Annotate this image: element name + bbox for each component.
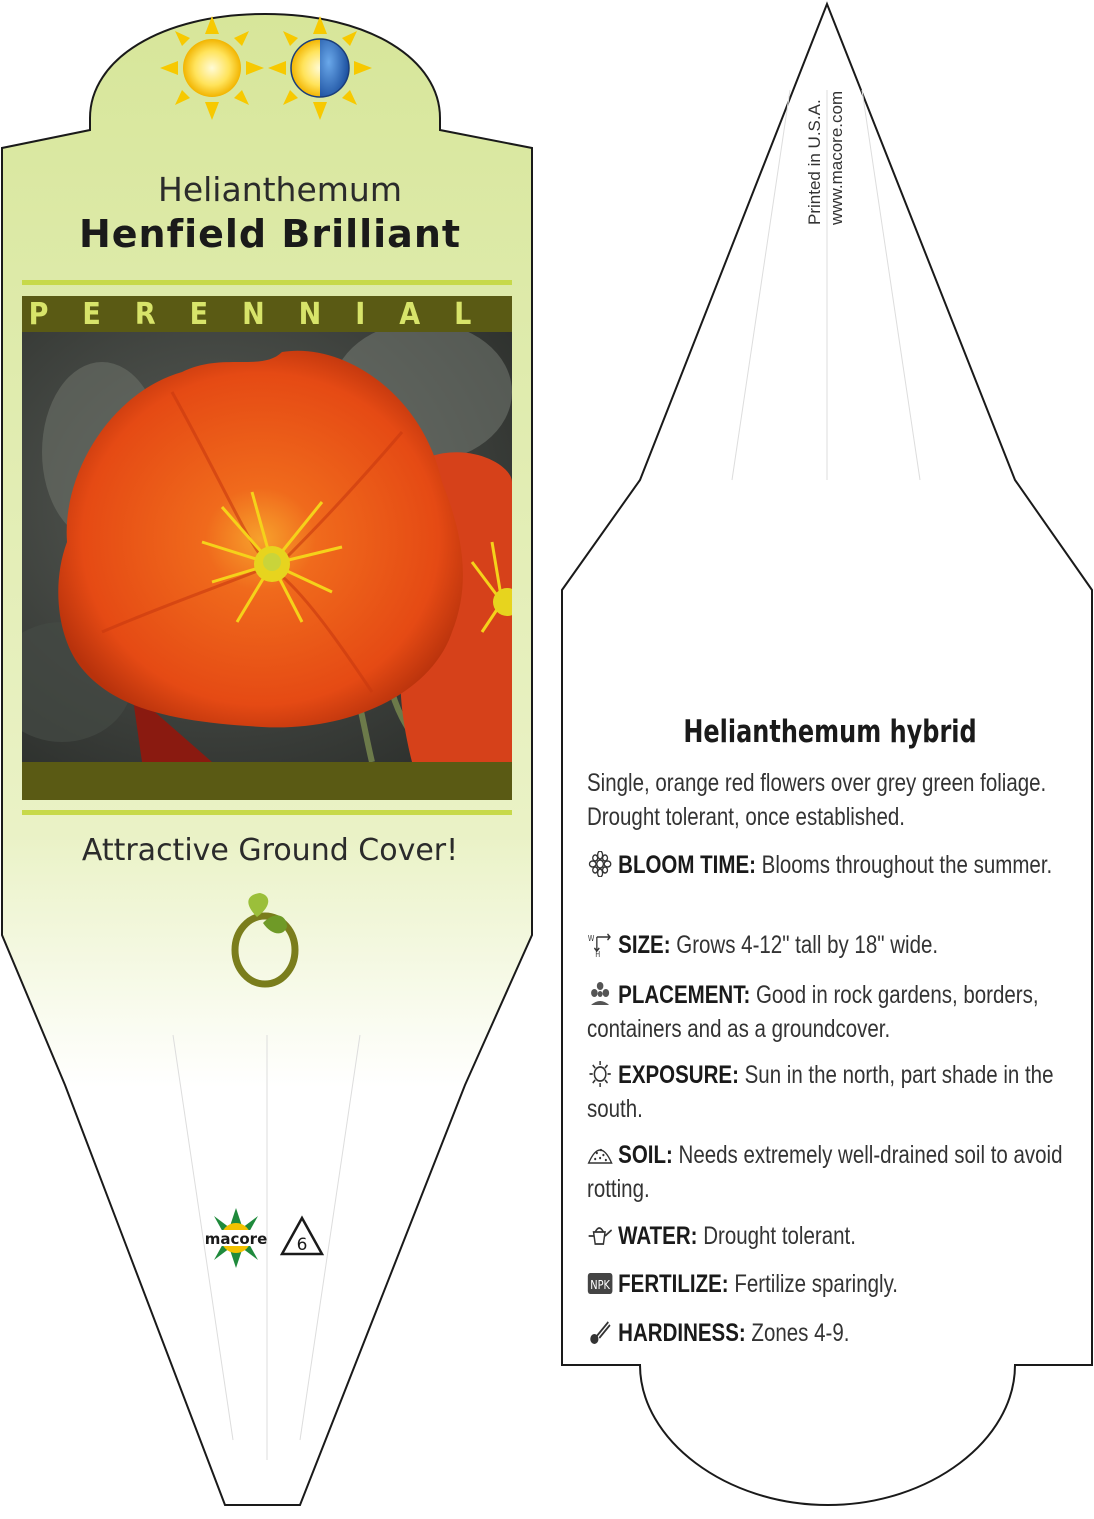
- common-name: Helianthemum: [158, 170, 402, 209]
- info-water: [587, 1219, 1067, 1253]
- flower-photo: [22, 332, 512, 762]
- thermometer-icon: [587, 1319, 613, 1345]
- info-fertilize: [587, 1267, 1067, 1301]
- cultivar-name: Henfield Brilliant: [78, 212, 462, 256]
- sun-outline-icon: [587, 1061, 613, 1087]
- printed-text: Printed in U.S.A.: [805, 99, 824, 225]
- info-label: SIZE:: [618, 931, 671, 959]
- info-text: Fertilize sparingly.: [728, 1270, 898, 1298]
- plant-type-band: PERENNIAL: [22, 296, 512, 332]
- size-arrows-icon: [587, 931, 613, 957]
- placement-flowers-icon: [587, 981, 613, 1007]
- info-bloom-time: [587, 848, 1067, 882]
- info-text: Needs extremely well-drained soil to avoid rotting.: [587, 1141, 1063, 1203]
- info-exposure: [587, 1058, 1067, 1126]
- info-text: Zones 4-9.: [745, 1319, 850, 1347]
- info-label: EXPOSURE:: [618, 1061, 739, 1089]
- tagline: Attractive Ground Cover!: [81, 833, 459, 868]
- flower-icon: [587, 851, 613, 877]
- svg-text:6: 6: [296, 1235, 308, 1255]
- info-text: Blooms throughout the summer.: [755, 851, 1053, 879]
- info-soil: [587, 1138, 1067, 1206]
- soil-pile-icon: [587, 1141, 613, 1167]
- npk-bag-icon: [587, 1270, 613, 1296]
- watering-can-icon: [587, 1222, 613, 1248]
- description-text: Single, orange red flowers over grey green foliage. Drought tolerant, once established.: [587, 769, 1047, 831]
- info-text: Drought tolerant.: [697, 1222, 856, 1250]
- info-label: HARDINESS:: [618, 1319, 746, 1347]
- description: [587, 766, 1077, 834]
- info-placement: [587, 978, 1067, 1046]
- macore-logo-text: macore: [204, 1230, 268, 1248]
- info-text: Good in rock gardens, borders, containers and as a groundcover.: [587, 981, 1039, 1043]
- info-hardiness: [587, 1316, 1067, 1350]
- part-shade-icon: [268, 16, 372, 120]
- svg-text:H: H: [595, 949, 601, 957]
- info-label: WATER:: [618, 1222, 698, 1250]
- info-size: [587, 928, 1067, 962]
- website-text: www.macore.com: [827, 90, 846, 225]
- info-label: SOIL:: [618, 1141, 673, 1169]
- info-text: Grows 4-12" tall by 18" wide.: [670, 931, 939, 959]
- svg-text:NPK: NPK: [590, 1278, 610, 1293]
- full-sun-icon: [160, 16, 264, 120]
- botanical-title: Helianthemum hybrid: [683, 714, 977, 750]
- info-text: Sun in the north, part shade in the south.: [587, 1061, 1054, 1123]
- svg-text:W: W: [587, 933, 595, 944]
- photo-bottom-band: [22, 762, 512, 800]
- printed-in-usa: [804, 91, 848, 225]
- info-label: PLACEMENT:: [618, 981, 751, 1009]
- info-label: FERTILIZE:: [618, 1270, 729, 1298]
- info-label: BLOOM TIME:: [618, 851, 756, 879]
